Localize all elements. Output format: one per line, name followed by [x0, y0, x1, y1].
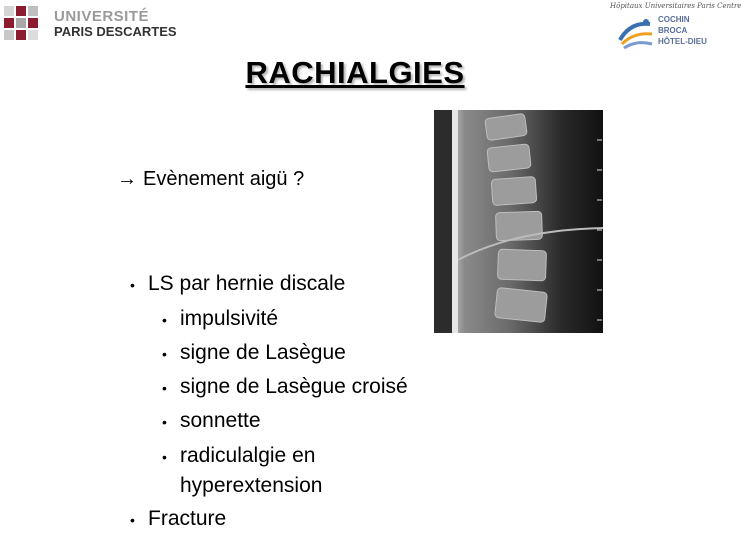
- universite-paris-descartes-logo: [4, 6, 177, 40]
- sub-bullet-continuation: [180, 475, 322, 496]
- bullet-text: LS par hernie discale: [148, 272, 346, 295]
- bullet-item: [130, 507, 227, 530]
- sub-bullet-text: signe de Lasègue croisé: [180, 375, 408, 398]
- sub-bullet-text: hyperextension: [180, 474, 323, 497]
- bullet-dot: •: [130, 277, 135, 293]
- sub-bullet-text: sonnette: [180, 409, 261, 432]
- sub-bullet-item: [162, 375, 408, 398]
- sub-bullet-dot: •: [162, 312, 167, 328]
- slide-title: RACHIALGIES: [245, 55, 465, 90]
- hopitaux-paris-centre-logo: [610, 0, 741, 52]
- bullet-dot: •: [130, 512, 135, 528]
- hospital-name-cochin: COCHIN: [658, 15, 690, 24]
- sub-bullet-dot: •: [162, 346, 167, 362]
- sub-bullet-text: radiculalgie en: [180, 444, 316, 467]
- event-line: [117, 168, 304, 191]
- sub-bullet-item: [162, 307, 279, 330]
- sub-bullet-item: [162, 341, 346, 364]
- sub-bullet-text: signe de Lasègue: [180, 341, 346, 364]
- sub-bullet-item: [162, 409, 261, 432]
- logo-line-paris-descartes: PARIS DESCARTES: [54, 24, 177, 39]
- bullet-item: [130, 272, 346, 295]
- sub-bullet-dot: •: [162, 380, 167, 396]
- logo-script-text: Hôpitaux Universitaires Paris Centre: [610, 2, 741, 10]
- event-text: Evènement aigü ?: [143, 168, 305, 190]
- hospital-emblem-icon: [616, 14, 656, 50]
- bullet-text: Fracture: [148, 507, 227, 530]
- logo-squares-icon: [4, 6, 38, 40]
- sub-bullet-text: impulsivité: [180, 307, 279, 330]
- sub-bullet-dot: •: [162, 449, 167, 465]
- hospital-names: [658, 14, 707, 47]
- spine-xray-image: [434, 110, 603, 333]
- hospital-name-hotel-dieu: HÔTEL-DIEU: [658, 37, 707, 46]
- hospital-name-broca: BROCA: [658, 26, 688, 35]
- arrow-icon: →: [117, 168, 137, 190]
- sub-bullet-dot: •: [162, 414, 167, 430]
- sub-bullet-item: [162, 444, 316, 467]
- logo-line-universite: UNIVERSITÉ: [54, 8, 150, 25]
